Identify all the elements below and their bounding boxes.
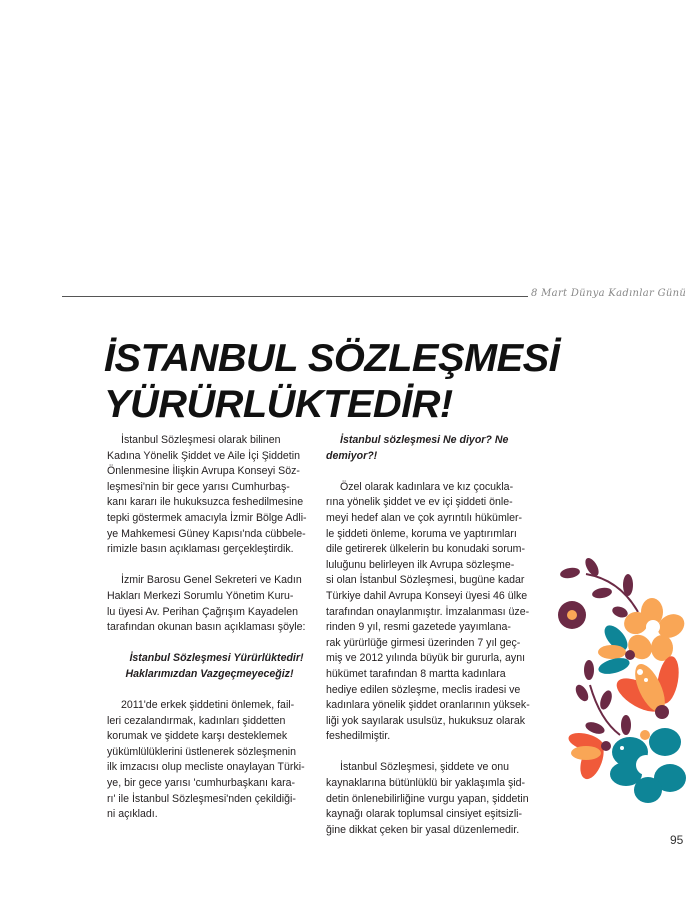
- text-line: İstanbul sözleşmesi Ne diyor? Ne: [340, 434, 509, 446]
- text-line: kanı kararı ile hukuksuzca feshedilmesine: [107, 496, 304, 509]
- text-line: hediye edilen sözleşme, meclis iradesi ve: [326, 683, 521, 696]
- text-line: ilk imzacısı olup mecliste onaylayan Türki-: [107, 761, 305, 774]
- text-line: rimizle basın açıklaması gerçekleştirdik.: [107, 543, 294, 556]
- section-label: 8 Mart Dünya Kadınlar Günü: [531, 288, 687, 299]
- text-line: leşmesi'nin bir gece yarısı Cumhurbaş-: [107, 480, 290, 493]
- text-line: İstanbul Sözleşmesi, şiddete ve onu: [340, 761, 510, 774]
- text-line: Kadına Yönelik Şiddet ve Aile İçi Şiddetin: [107, 449, 300, 462]
- paragraph: [107, 433, 312, 558]
- paragraph: [326, 480, 531, 745]
- paragraph: [107, 573, 312, 635]
- subheading: [107, 651, 312, 682]
- text-line: Türkiye dahil Avrupa Konseyi üyesi 46 ülke: [326, 589, 528, 602]
- header-rule: [62, 296, 528, 297]
- text-line: rına yönelik şiddet ve ev içi şiddeti önle-: [326, 496, 513, 509]
- text-line: meyi hedef alan ve çok ayrıntılı hükümler-: [326, 511, 523, 524]
- text-line: le şiddeti önleme, koruma ve yaptırımları: [326, 527, 517, 540]
- text-line: yükümlülüklerini üstlenerek sözleşmenin: [107, 745, 297, 758]
- text-line: liği yok sayılarak usulsüz, hukuksuz olarak: [326, 714, 526, 727]
- article-title: [104, 336, 559, 428]
- text-line: ğine dikkat çeken bir yasal düzenlemedir.: [326, 823, 520, 836]
- text-line: İzmir Barosu Genel Sekreteri ve Kadın: [121, 574, 302, 587]
- text-line: miş ve 2012 yılında büyük bir gururla, aynı: [326, 652, 526, 665]
- text-line: dile getirerek ülkelerin bu konudaki sorum-: [326, 543, 526, 556]
- floral-illustration: [540, 520, 700, 820]
- text-line: ye Mahkemesi Güney Kapısı'nda cübbele-: [107, 527, 306, 540]
- subheading: [326, 433, 531, 464]
- text-line: Hakları Merkezi Sorumlu Yönetim Kuru-: [107, 589, 294, 602]
- text-line: rinden 9 yıl, resmi gazetede yayımlana-: [326, 621, 511, 634]
- teal-flower: [610, 728, 686, 803]
- text-line: ye, bir gece yarısı 'cumhurbaşkanı kara-: [107, 777, 296, 790]
- title-line: İSTANBUL SÖZLEŞMESİ: [104, 337, 560, 380]
- text-line: tarafından onaylanmıştır. İmzalanması üze-: [326, 605, 530, 618]
- text-line: leri cezalandırmak, kadınları şiddetten: [107, 714, 286, 727]
- page-number: 95: [670, 833, 684, 847]
- text-line: kadınlara yönelik şiddet oranlarının yüksek-: [326, 699, 530, 712]
- text-line: ni açıkladı.: [107, 808, 158, 821]
- text-line: rak yürürlüğe girmesi üzerinden 7 yıl geç-: [326, 636, 521, 649]
- text-line: korumak ve şiddete karşı desteklemek: [107, 730, 288, 743]
- text-line: kaynağı olarak toplumsal cinsiyet eşitsizli-: [326, 808, 523, 821]
- text-line: Özel olarak kadınlara ve kız çocukla-: [340, 480, 514, 493]
- text-line: Önlenmesine İlişkin Avrupa Konseyi Söz-: [107, 465, 300, 478]
- red-fan-flower: [567, 730, 611, 783]
- text-line: tepki göstermek amacıyla İzmir Bölge Adli-: [107, 511, 307, 524]
- column-right: [326, 433, 531, 854]
- paragraph: [107, 698, 312, 823]
- text-line: lu üyesi Av. Perihan Çağrışım Kayadelen: [107, 605, 298, 618]
- text-line: demiyor?!: [326, 449, 378, 462]
- text-line: luluğunu belirleyen ilk Avrupa sözleşme-: [326, 558, 515, 571]
- text-line: hükümet tarafından 8 martta kadınlara: [326, 667, 506, 680]
- paragraph: [326, 760, 531, 838]
- text-line: Haklarımızdan Vazgeçmeyeceğiz!: [125, 667, 294, 680]
- text-line: feshedilmiştir.: [326, 730, 391, 743]
- text-line: İstanbul Sözleşmesi olarak bilinen: [121, 434, 281, 446]
- text-line: İstanbul Sözleşmesi Yürürlüktedir!: [129, 652, 304, 665]
- text-line: kaynaklarına bütünlüklü bir yaklaşımla şid-: [326, 777, 526, 790]
- text-line: tarafından okunan basın açıklaması şöyle:: [107, 621, 306, 634]
- text-line: si olan İstanbul Sözleşmesi, bugüne kadar: [326, 574, 525, 587]
- small-maroon-flower: [558, 601, 586, 629]
- text-line: 2011'de erkek şiddetini önlemek, fail-: [121, 699, 295, 712]
- text-line: detin önlenebilirliğine vurgu yapan, şiddetin: [326, 792, 529, 805]
- title-line: YÜRÜRLÜKTEDİR!: [104, 383, 453, 426]
- column-left: [107, 433, 312, 838]
- text-line: rı' ile İstanbul Sözleşmesi'nden çekildiği-: [107, 792, 296, 805]
